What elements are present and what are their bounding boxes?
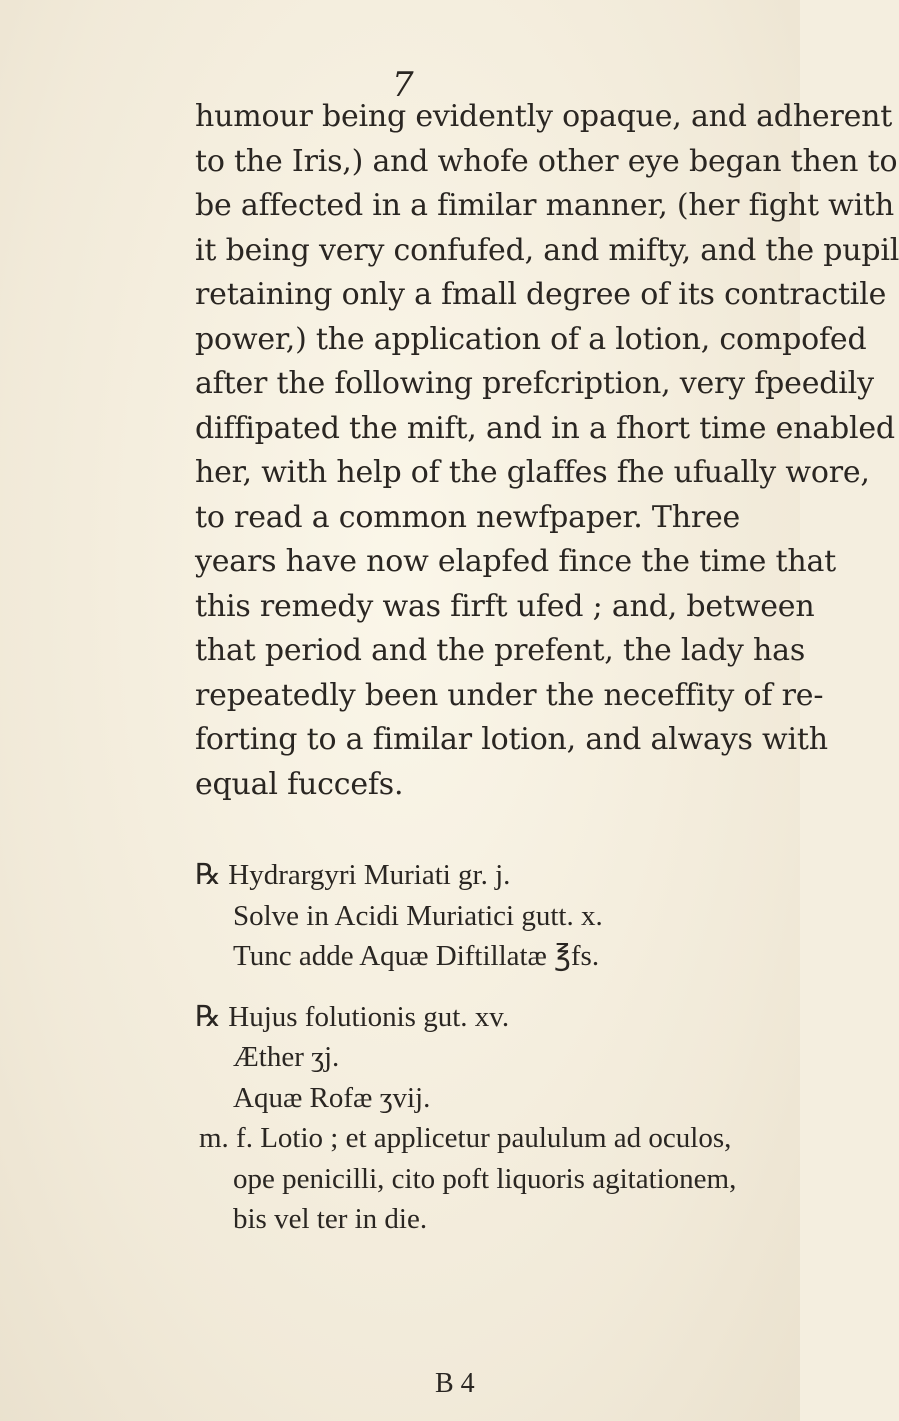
text-line: after the following prefcription, very fpeedily — [195, 366, 874, 401]
text-line: to the Iris,) and whofe other eye began then to — [195, 143, 898, 179]
directions-line: bis vel ter in die. — [233, 1203, 428, 1235]
directions-line: m. f. Lotio ; et applicetur paululum ad oculos, — [199, 1122, 732, 1154]
body-paragraph — [195, 95, 899, 807]
text-line: diffipated the mift, and in a fhort time enabled — [195, 410, 895, 446]
text-line: humour being evidently opaque, and adherent — [195, 99, 893, 134]
text-line: repeatedly been under the neceffity of re- — [195, 677, 824, 713]
directions-line: ope penicilli, cito poft liquoris agitationem, — [233, 1162, 737, 1195]
page-number: 7 — [392, 65, 414, 105]
prescription-line: Aquæ Rofæ ʒvij. — [233, 1081, 431, 1114]
prescription-first — [195, 855, 785, 977]
text-line: her, with help of the glaffes fhe ufually wore, — [195, 455, 870, 490]
prescription-line: ℞ Hydrargyri Muriati gr. j. — [195, 859, 511, 891]
text-line: years have now elapfed fince the time that — [195, 544, 837, 579]
prescription-second — [195, 997, 785, 1119]
text-line: power,) the application of a lotion, compofed — [195, 321, 867, 357]
prescription-line: Æther ʒj. — [233, 1041, 340, 1073]
prescriptions — [195, 855, 785, 1240]
prescription-line: ℞ Hujus folutionis gut. xv. — [195, 1000, 510, 1033]
prescription-line: Tunc adde Aquæ Diftillatæ ℥fs. — [233, 940, 600, 972]
text-line: that period and the prefent, the lady has — [195, 633, 806, 668]
text-line: be affected in a fimilar manner, (her fight with — [195, 188, 895, 223]
prescription-line: Solve in Acidi Muriatici gutt. x. — [233, 899, 603, 932]
text-line: to read a common newfpaper. Three — [195, 499, 741, 535]
text-line: forting to a fimilar lotion, and always with — [195, 722, 828, 757]
catchword-signature: B 4 — [435, 1368, 475, 1399]
text-line: it being very confufed, and mifty, and the pupil — [195, 232, 899, 268]
text-line: retaining only a fmall degree of its contractile — [195, 277, 887, 312]
text-line: equal fuccefs. — [195, 766, 404, 802]
directions — [195, 1118, 785, 1240]
text-line: this remedy was firft ufed ; and, between — [195, 588, 815, 624]
